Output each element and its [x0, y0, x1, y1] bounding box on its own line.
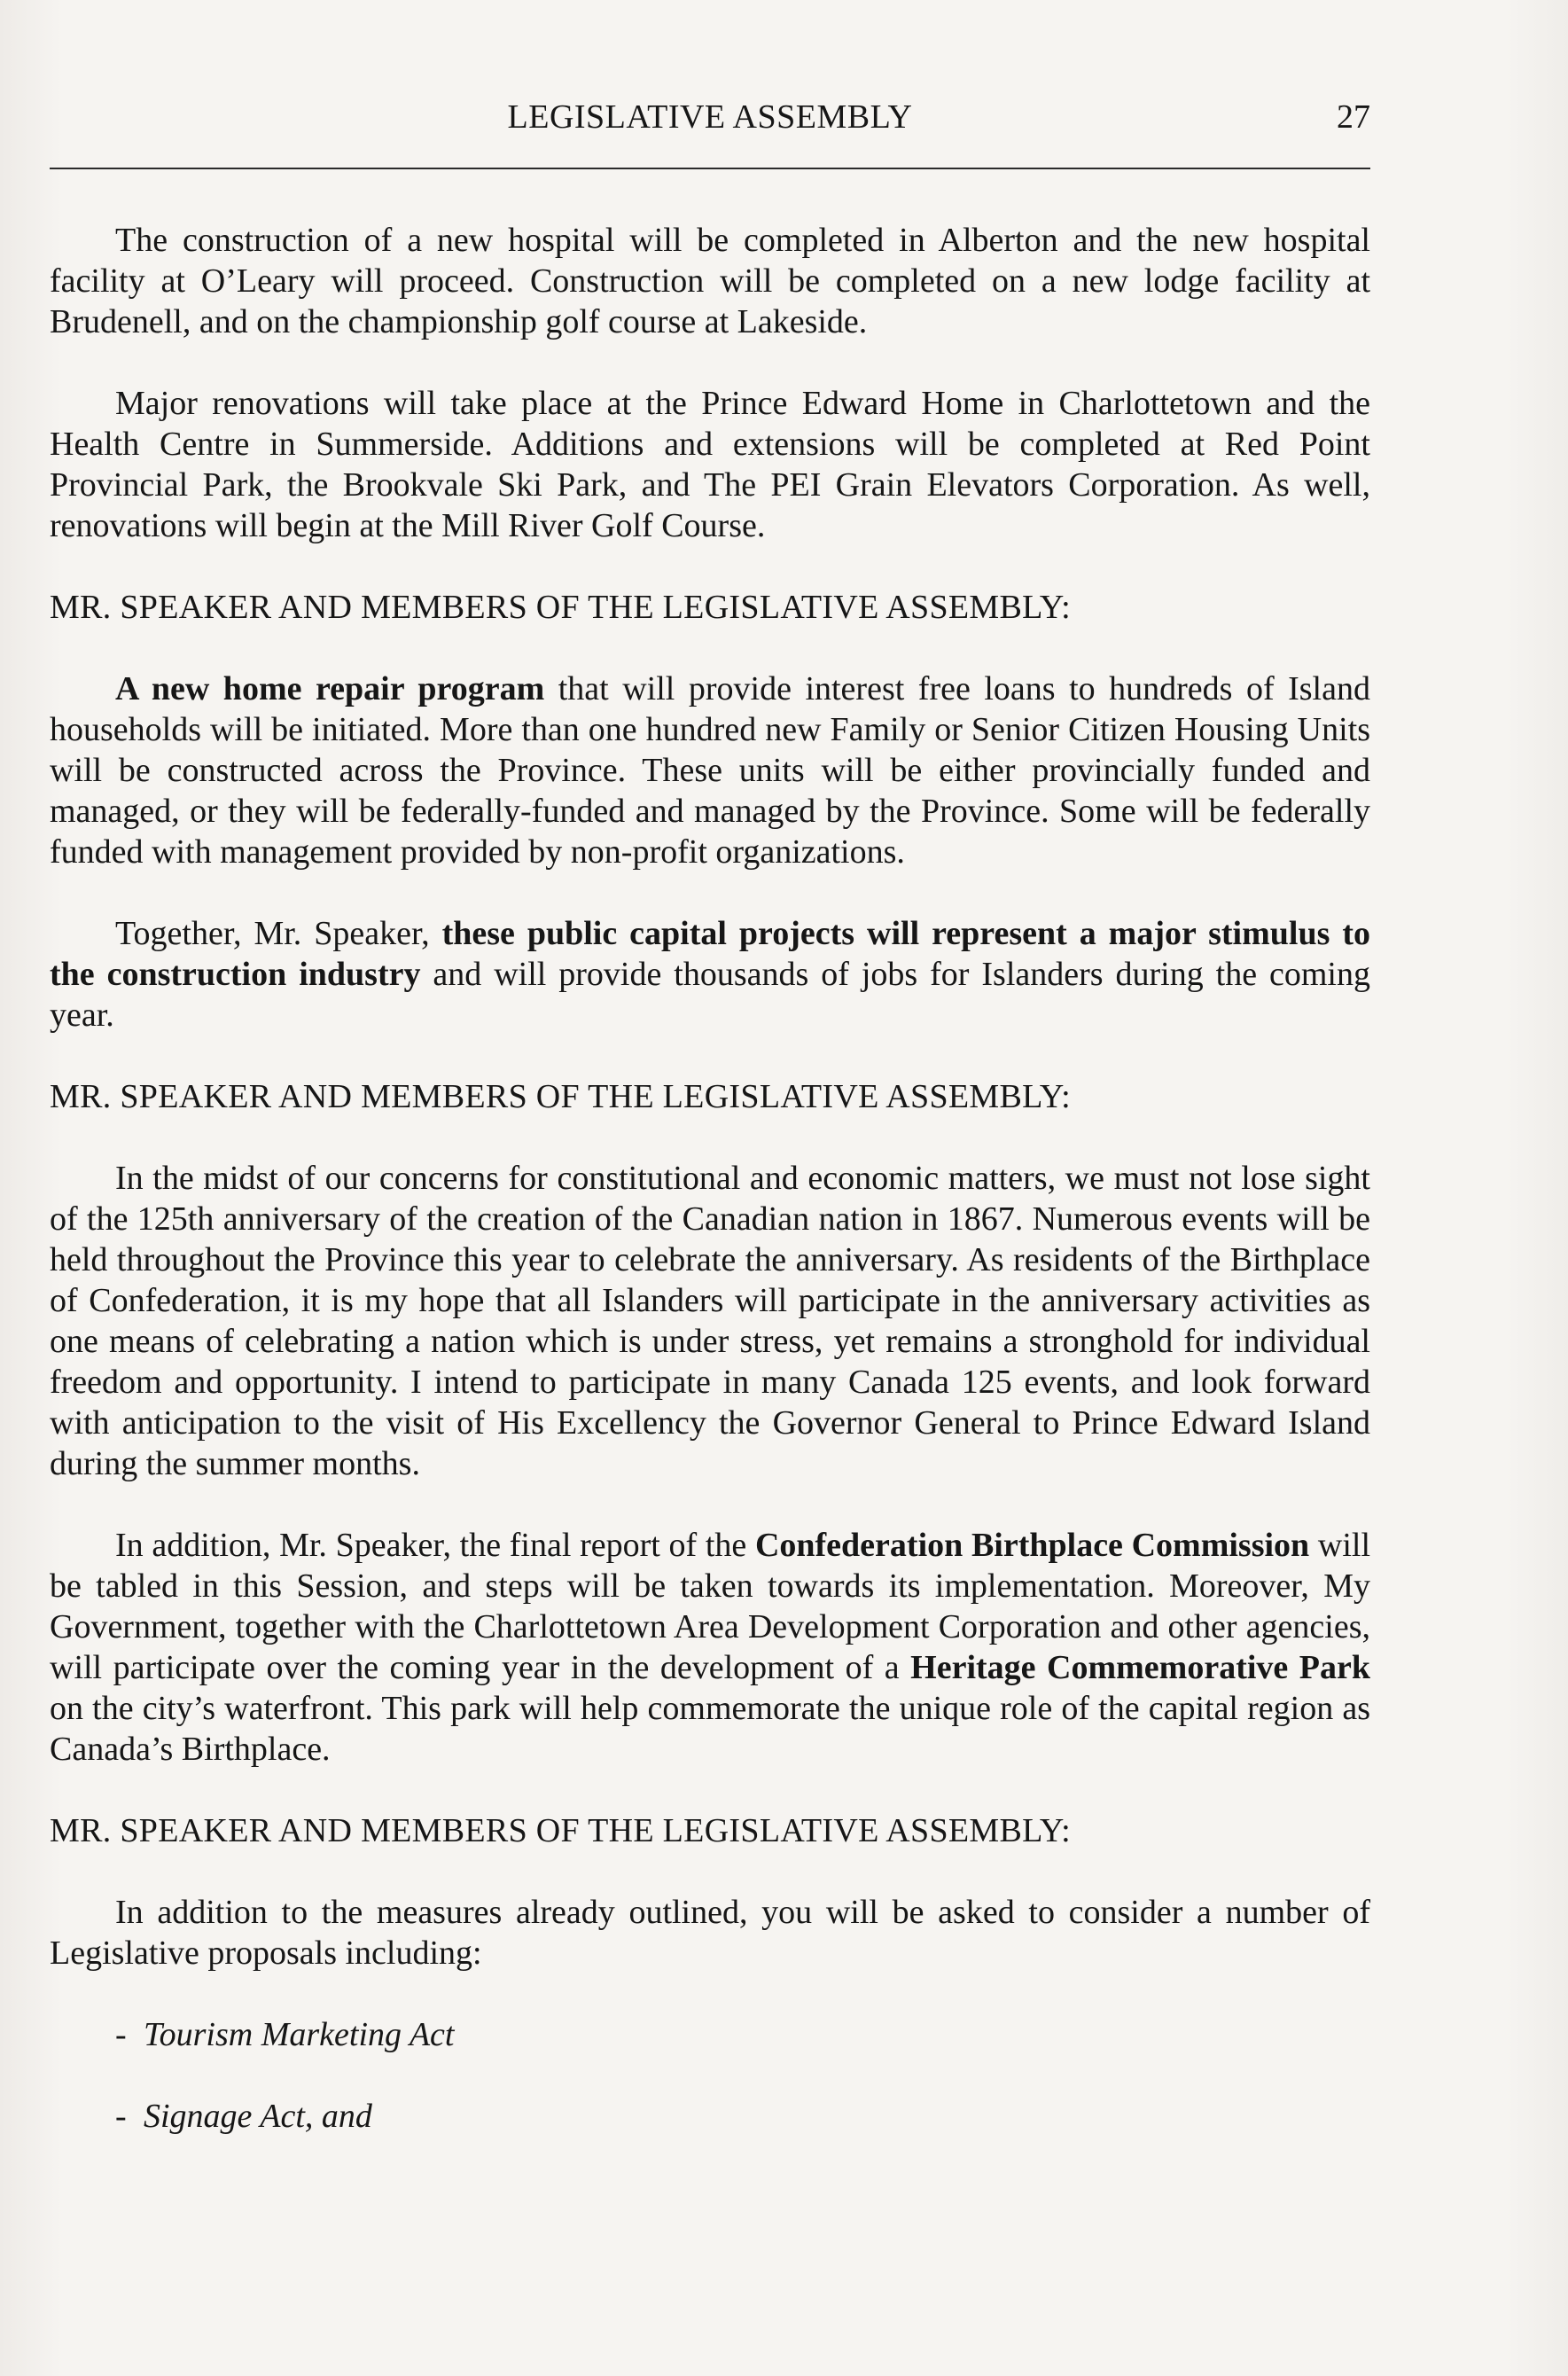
legislation-list — [50, 2014, 1370, 2137]
paragraph-capital-projects — [50, 913, 1370, 1036]
bold-phrase: these public capital projects will represent a major stimulus to the construction industry — [50, 915, 1370, 993]
paragraph-hospital-construction: The construction of a new hospital will be completed in Alberton and the new hospital facility at O’Leary will proceed. Construction will be completed on a new lodge facility at Brudenell, and on the championship golf course at Lakeside. — [50, 222, 1370, 340]
page-header — [50, 98, 1370, 168]
page-number: 27 — [1337, 98, 1370, 136]
bold-phrase: Confederation Birthplace Commission — [754, 1527, 1310, 1564]
paragraph-legislative-proposals: In addition to the measures already outlined, you will be asked to consider a number of Legislative proposals including: — [50, 1894, 1370, 1972]
paragraph-text: on the city’s waterfront. This park will help commemorate the unique role of the capital region as Canada’s Birthplace. — [50, 1690, 1370, 1768]
paragraph-confederation-commission — [50, 1525, 1370, 1770]
bold-phrase: Heritage Commemorative Park — [910, 1649, 1370, 1686]
list-dash: - — [115, 2098, 127, 2135]
act-title: Tourism Marketing Act — [144, 2016, 455, 2053]
address-heading: MR. SPEAKER AND MEMBERS OF THE LEGISLATIVE ASSEMBLY: — [50, 1812, 1071, 1849]
paragraph-text: and will provide thousands of jobs for Islanders during the coming year. — [50, 956, 1370, 1034]
paragraph-home-repair — [50, 668, 1370, 872]
list-item — [50, 2096, 1370, 2137]
paragraph-text: In addition, Mr. Speaker, the final report of the — [115, 1527, 755, 1564]
header-rule — [50, 168, 1370, 169]
paragraph-text: will be tabled in this Session, and steps will be taken towards its implementation. Moreover, My Government, together with the Charlottetown Area Development Corporation and other agencies, will participate over the coming year in the development of a — [50, 1527, 1371, 1686]
paragraph-anniversary: In the midst of our concerns for constitutional and economic matters, we must not lose sight of the 125th anniversary of the creation of the Canadian nation in 1867. Numerous events will be held throughout the Province this year to celebrate the anniversary. As residents of the Birthplace of Confederation, it is my hope that all Islanders will participate in the anniversary activities as one means of celebrating a nation which is under stress, yet remains a stronghold for individual freedom and opportunity. I intend to participate in many Canada 125 events, and look forward with anticipation to the visit of His Excellency the Governor General to Prince Edward Island during the summer months. — [50, 1160, 1370, 1482]
bold-phrase: A new home repair program — [115, 670, 545, 707]
act-title: Signage Act, and — [144, 2098, 372, 2135]
paragraph-renovations: Major renovations will take place at the Prince Edward Home in Charlottetown and the Health Centre in Summerside. Additions and extensions will be completed at Red Point Provincial Park, the Brookvale Ski Park, and The PEI Grain Elevators Corporation. As well, renovations will begin at the Mill River Golf Course. — [50, 385, 1370, 544]
list-item — [50, 2014, 1370, 2055]
paragraph-text: that will provide interest free loans to hundreds of Island households will be initiated. More than one hundred new Family or Senior Citizen Housing Units will be constructed across the Province. These units will be either provincially funded and managed, or they will be federally-funded and managed by the Province. Some will be federally funded with management provided by non-profit organizations. — [50, 670, 1370, 871]
address-heading: MR. SPEAKER AND MEMBERS OF THE LEGISLATIVE ASSEMBLY: — [50, 589, 1071, 626]
running-title: LEGISLATIVE ASSEMBLY — [507, 98, 913, 136]
document-body — [50, 220, 1370, 2177]
list-dash: - — [115, 2016, 127, 2053]
address-heading: MR. SPEAKER AND MEMBERS OF THE LEGISLATIVE ASSEMBLY: — [50, 1078, 1071, 1115]
paragraph-text: Together, Mr. Speaker, — [115, 915, 442, 952]
